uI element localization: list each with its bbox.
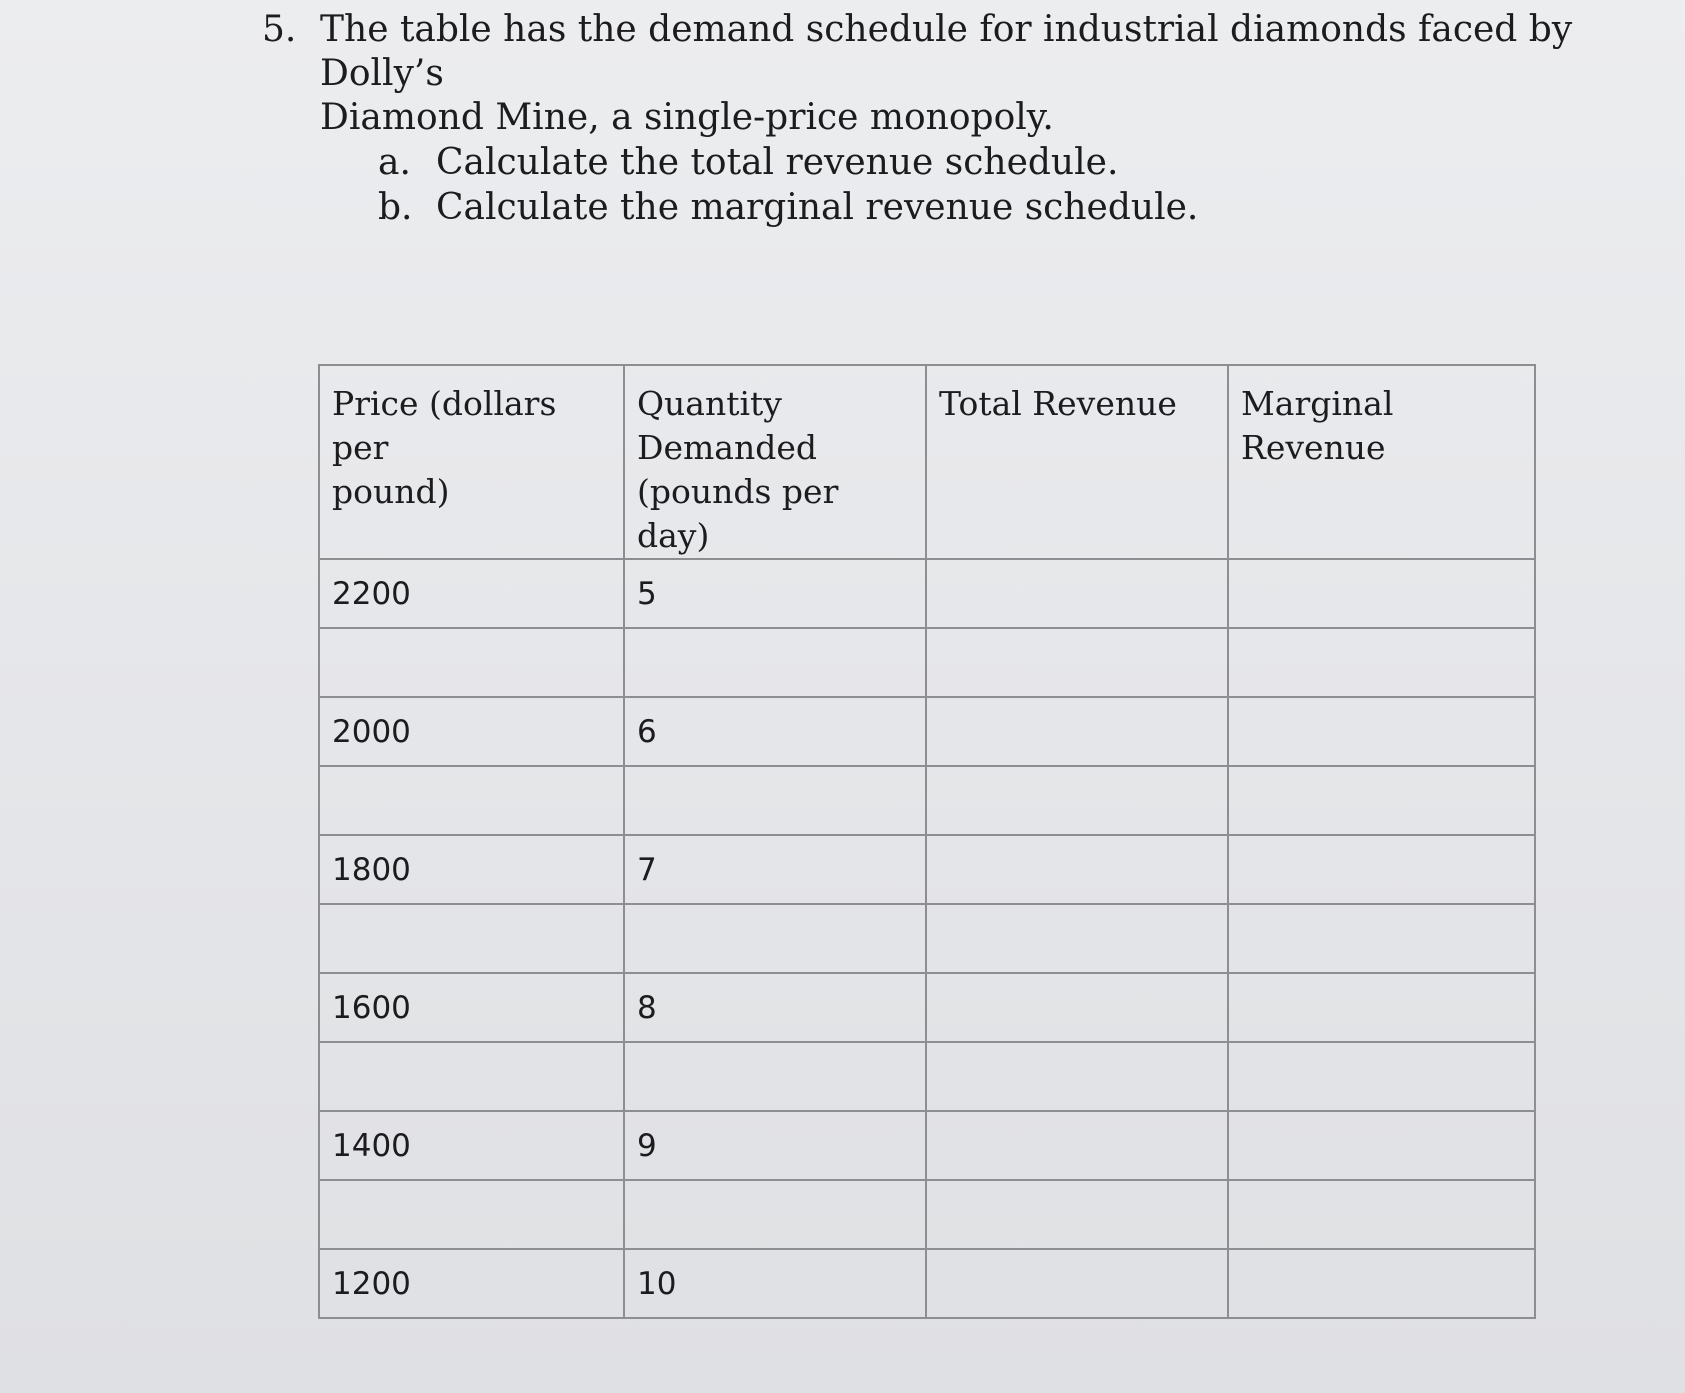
question-stem bbox=[262, 8, 1592, 140]
demand-schedule-table-wrapper bbox=[318, 364, 1534, 1319]
table-row bbox=[319, 973, 1535, 1042]
total-revenue-cell[interactable] bbox=[926, 1111, 1228, 1180]
table-row bbox=[319, 697, 1535, 766]
total-revenue-cell[interactable] bbox=[926, 973, 1228, 1042]
marginal-revenue-cell[interactable] bbox=[1228, 559, 1535, 628]
price-cell: 1400 bbox=[319, 1111, 624, 1180]
header-marginal-revenue-line: Revenue bbox=[1241, 428, 1386, 467]
table-row bbox=[319, 1249, 1535, 1318]
total-revenue-cell[interactable] bbox=[926, 766, 1228, 835]
total-revenue-cell[interactable] bbox=[926, 628, 1228, 697]
marginal-revenue-cell[interactable] bbox=[1228, 766, 1535, 835]
price-cell: 1600 bbox=[319, 973, 624, 1042]
part-letter: b. bbox=[378, 187, 413, 228]
quantity-cell: 9 bbox=[624, 1111, 926, 1180]
quantity-cell: 6 bbox=[624, 697, 926, 766]
total-revenue-cell[interactable] bbox=[926, 1180, 1228, 1249]
table-row bbox=[319, 1180, 1535, 1249]
question-part-b bbox=[378, 185, 1592, 230]
header-quantity-line: Demanded bbox=[637, 428, 817, 467]
question-block bbox=[262, 8, 1592, 230]
price-cell: 2000 bbox=[319, 697, 624, 766]
header-price-line: Price (dollars per bbox=[332, 384, 557, 467]
quantity-cell bbox=[624, 628, 926, 697]
part-text: Calculate the total revenue schedule. bbox=[436, 142, 1119, 183]
table-row bbox=[319, 766, 1535, 835]
header-quantity bbox=[624, 365, 926, 559]
table-row bbox=[319, 559, 1535, 628]
marginal-revenue-cell[interactable] bbox=[1228, 973, 1535, 1042]
quantity-cell bbox=[624, 1042, 926, 1111]
demand-schedule-table bbox=[318, 364, 1536, 1319]
price-cell bbox=[319, 904, 624, 973]
price-cell: 1200 bbox=[319, 1249, 624, 1318]
marginal-revenue-cell[interactable] bbox=[1228, 628, 1535, 697]
total-revenue-cell[interactable] bbox=[926, 1042, 1228, 1111]
marginal-revenue-cell[interactable] bbox=[1228, 1249, 1535, 1318]
header-price bbox=[319, 365, 624, 559]
question-line-2: Diamond Mine, a single-price monopoly. bbox=[320, 97, 1054, 138]
marginal-revenue-cell[interactable] bbox=[1228, 1180, 1535, 1249]
quantity-cell bbox=[624, 766, 926, 835]
quantity-cell: 7 bbox=[624, 835, 926, 904]
header-marginal-revenue-line: Marginal bbox=[1241, 384, 1394, 423]
question-part-a bbox=[378, 140, 1592, 185]
marginal-revenue-cell[interactable] bbox=[1228, 1111, 1535, 1180]
part-text: Calculate the marginal revenue schedule. bbox=[436, 187, 1199, 228]
quantity-cell bbox=[624, 904, 926, 973]
price-cell bbox=[319, 628, 624, 697]
total-revenue-cell[interactable] bbox=[926, 559, 1228, 628]
marginal-revenue-cell[interactable] bbox=[1228, 835, 1535, 904]
price-cell: 1800 bbox=[319, 835, 624, 904]
header-marginal-revenue bbox=[1228, 365, 1535, 559]
table-header-row bbox=[319, 365, 1535, 559]
question-text bbox=[320, 8, 1592, 140]
quantity-cell: 5 bbox=[624, 559, 926, 628]
price-cell: 2200 bbox=[319, 559, 624, 628]
header-quantity-line: Quantity bbox=[637, 384, 782, 423]
marginal-revenue-cell[interactable] bbox=[1228, 1042, 1535, 1111]
table-row bbox=[319, 835, 1535, 904]
question-line-1: The table has the demand schedule for industrial diamonds faced by Dolly’s bbox=[320, 9, 1573, 94]
quantity-cell: 10 bbox=[624, 1249, 926, 1318]
total-revenue-cell[interactable] bbox=[926, 835, 1228, 904]
quantity-cell bbox=[624, 1180, 926, 1249]
quantity-cell: 8 bbox=[624, 973, 926, 1042]
price-cell bbox=[319, 766, 624, 835]
total-revenue-cell[interactable] bbox=[926, 697, 1228, 766]
table-row bbox=[319, 1042, 1535, 1111]
header-total-revenue-line: Total Revenue bbox=[939, 384, 1177, 423]
header-quantity-line: (pounds per day) bbox=[637, 472, 839, 555]
part-letter: a. bbox=[378, 142, 411, 183]
total-revenue-cell[interactable] bbox=[926, 904, 1228, 973]
question-number: 5. bbox=[262, 9, 297, 50]
marginal-revenue-cell[interactable] bbox=[1228, 904, 1535, 973]
question-parts bbox=[378, 140, 1592, 230]
table-row bbox=[319, 628, 1535, 697]
header-total-revenue bbox=[926, 365, 1228, 559]
marginal-revenue-cell[interactable] bbox=[1228, 697, 1535, 766]
header-price-line: pound) bbox=[332, 472, 450, 511]
table-row bbox=[319, 1111, 1535, 1180]
price-cell bbox=[319, 1180, 624, 1249]
total-revenue-cell[interactable] bbox=[926, 1249, 1228, 1318]
price-cell bbox=[319, 1042, 624, 1111]
table-row bbox=[319, 904, 1535, 973]
